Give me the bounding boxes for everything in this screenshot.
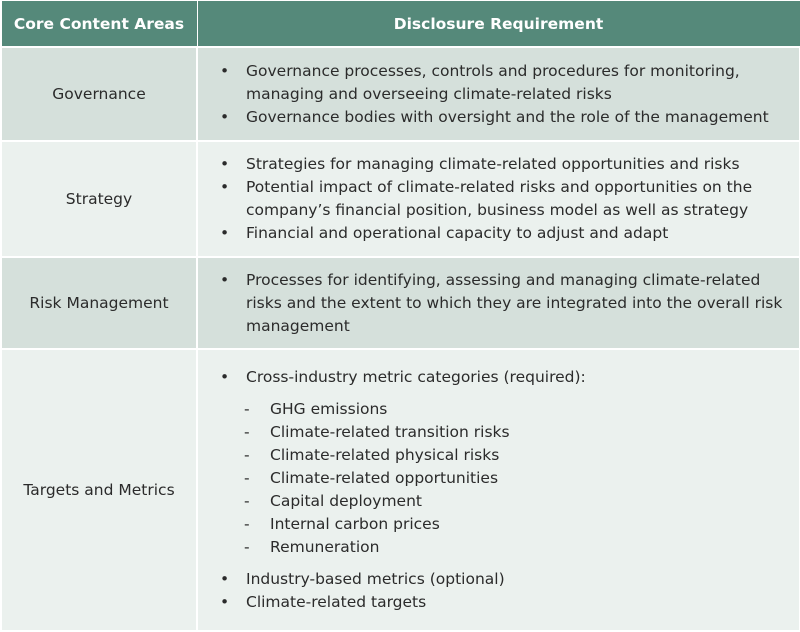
- sub-list-item: - Internal carbon prices: [214, 513, 787, 536]
- bullet-list: [214, 153, 787, 245]
- area-cell: Strategy: [1, 141, 197, 257]
- requirement-cell: [197, 257, 800, 349]
- sub-list-item: - Climate-related opportunities: [214, 467, 787, 490]
- table-row-strategy: [1, 141, 800, 257]
- table-row-governance: [1, 47, 800, 141]
- list-item: • Cross-industry metric categories (required):: [214, 366, 787, 389]
- header-row: [1, 1, 800, 48]
- list-item: • Potential impact of climate-related risks and opportunities on the company’s financial position, business model as well as strategy: [214, 176, 787, 222]
- list-item: • Processes for identifying, assessing and managing climate-related risks and the extent to which they are integrated into the overall risk management: [214, 269, 787, 338]
- requirement-cell: [197, 141, 800, 257]
- sub-list-item: - Climate-related physical risks: [214, 444, 787, 467]
- sub-list-item: - GHG emissions: [214, 398, 787, 421]
- list-item: • Strategies for managing climate-related opportunities and risks: [214, 153, 787, 176]
- list-item: • Financial and operational capacity to adjust and adapt: [214, 222, 787, 245]
- area-cell: Risk Management: [1, 257, 197, 349]
- requirement-cell: [197, 349, 800, 631]
- list-item: • Climate-related targets: [214, 591, 787, 614]
- bullet-list: [214, 269, 787, 338]
- header-core-content-areas: Core Content Areas: [1, 1, 197, 48]
- list-item: • Governance processes, controls and procedures for monitoring, managing and overseeing climate-related risks: [214, 60, 787, 106]
- dash-list: [214, 398, 787, 559]
- bullet-list: [214, 366, 787, 389]
- table-row-targets-and-metrics: [1, 349, 800, 631]
- table-row-risk-management: [1, 257, 800, 349]
- header-disclosure-requirement: Disclosure Requirement: [197, 1, 800, 48]
- list-item: • Industry-based metrics (optional): [214, 568, 787, 591]
- sub-list-item: - Climate-related transition risks: [214, 421, 787, 444]
- area-cell: Governance: [1, 47, 197, 141]
- bullet-list: [214, 60, 787, 129]
- sub-list-item: - Capital deployment: [214, 490, 787, 513]
- list-item: • Governance bodies with oversight and the role of the management: [214, 106, 787, 129]
- bullet-list: [214, 568, 787, 614]
- requirement-cell: [197, 47, 800, 141]
- area-cell: Targets and Metrics: [1, 349, 197, 631]
- sub-list-item: - Remuneration: [214, 536, 787, 559]
